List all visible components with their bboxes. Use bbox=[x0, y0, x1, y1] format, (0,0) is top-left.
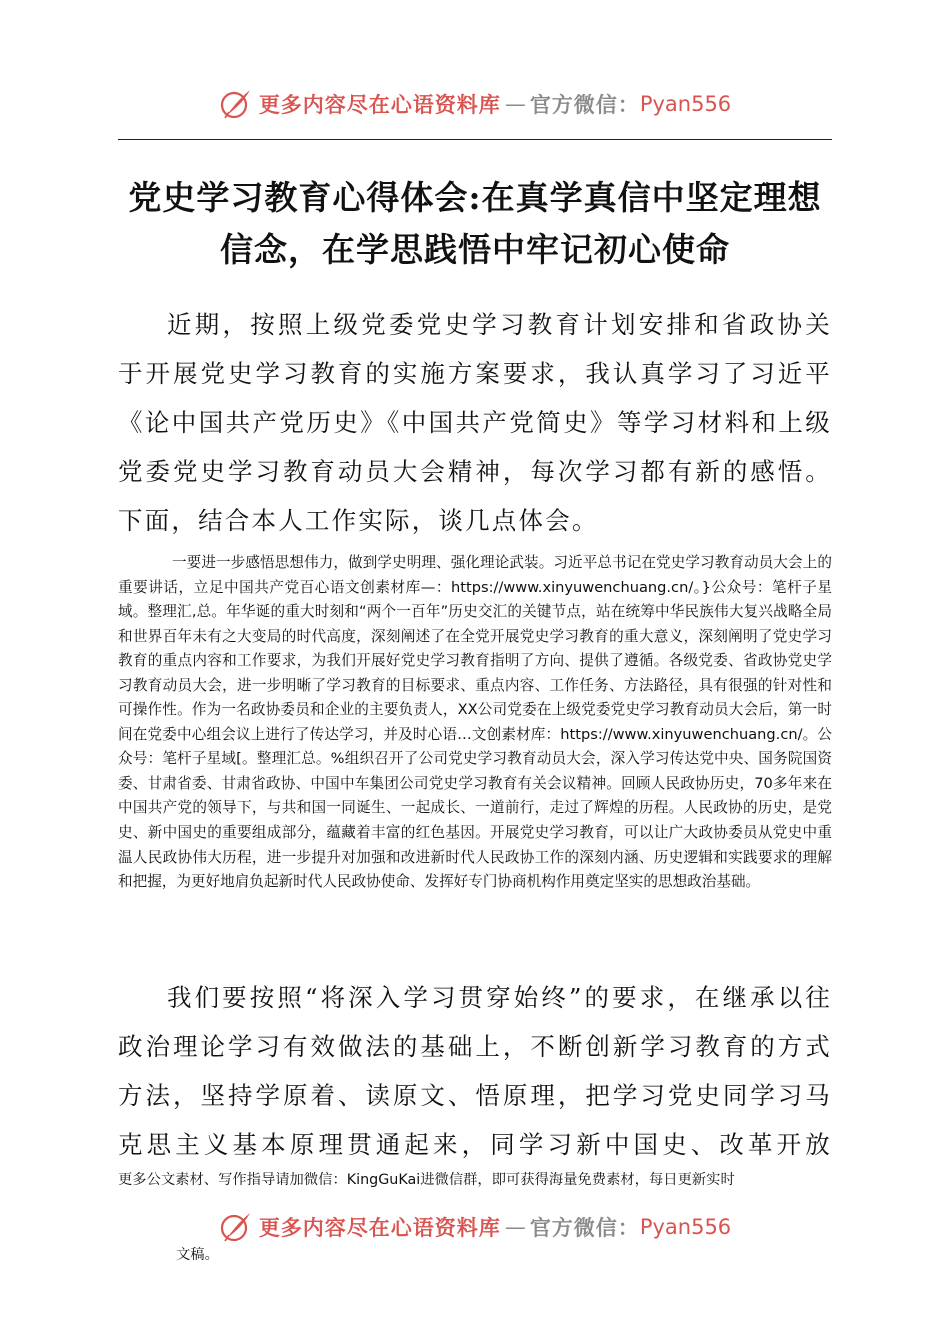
banner-wechat-handle: Pyan556 bbox=[639, 1215, 732, 1239]
banner-wechat-label: 官方微信： bbox=[529, 1216, 640, 1240]
banner-separator: — bbox=[504, 1215, 526, 1239]
header-divider bbox=[118, 139, 832, 140]
banner-slogan: 更多内容尽在心语资料库 bbox=[258, 93, 501, 117]
section-one-paragraph: 一要进一步感悟思想伟力，做到学史明理、强化理论武装。习近平总书记在党史学习教育动员大会上的重要讲话，立足中国共产党百心语文创素材库—：https://www.xinyuwenchuang.cn/。}公众号：笔杆子星域。整理汇,总。年华诞的重大时刻和“两个一百年”历史交汇的关键节点，站在统筹中华民族伟大复兴战略全局和世界百年未有之大变局的时代高度，深刻阐述了在全党开展党史学习教育的重大意义，深刻阐明了党史学习教育的重点内容和工作要求，为我们开展好党史学习教育指明了方向、提供了遵循。各级党委、省政协党史学习教育动员大会，进一步明晰了学习教育的目标要求、重点内容、工作任务、方法路径，具有很强的针对性和可操作性。作为一名政协委员和企业的主要负责人，XX公司党委在上级党委党史学习教育动员大会后，第一时间在党委中心组会议上进行了传达学习，并及时心语…文创素材库：https://www.xinyuwenchuang.cn/。公众号：笔杆子星域[。整理汇总。%组织召开了公司党史学习教育动员大会，深入学习传达党中央、国务院国资委、甘肃省委、甘肃省政协、中国中车集团公司党史学习教育有关会议精神。回顾人民政协历史，70多年来在中国共产党的领导下，与共和国一同诞生、一起成长、一道前行，走过了辉煌的历程。人民政协的历史，是党史、新中国史的重要组成部分，蕴藏着丰富的红色基因。开展党史学习教育，可以让广大政协委员从党史中重温人民政协伟大历程，进一步提升对加强和改进新时代人民政协工作的深刻内涵、历史逻辑和实践要求的理解和把握，为更好地肩负起新时代人民政协使命、发挥好专门协商机构作用奠定坚实的思想政治基础。 bbox=[118, 554, 832, 891]
page-title: 党史学习教育心得体会:在真学真信中坚定理想信念，在学思践悟中牢记初心使命 bbox=[128, 178, 822, 269]
banner-wechat-handle: Pyan556 bbox=[639, 92, 732, 116]
quill-logo-icon bbox=[219, 87, 253, 121]
banner-slogan: 更多内容尽在心语资料库 bbox=[258, 1216, 501, 1240]
footer-note-tail: 文稿。 bbox=[176, 1247, 219, 1263]
quill-logo-icon bbox=[219, 1210, 253, 1244]
header-banner bbox=[0, 84, 950, 124]
banner-wechat-label: 官方微信： bbox=[529, 93, 640, 117]
banner-separator: — bbox=[504, 92, 526, 116]
footer-banner bbox=[0, 1207, 950, 1247]
footer-note: 更多公文素材、写作指导请加微信：KingGuKai进微信群，即可获得海量免费素材，每日更新实时 bbox=[118, 1172, 735, 1188]
section-two-paragraph: 我们要按照“将深入学习贯穿始终”的要求，在继承以往政治理论学习有效做法的基础上，不断创新学习教育的方式方法，坚持学原着、读原文、悟原理，把学习党史同学习马克思主义基本原理贯通起来，同学习新中国史、改革开放 bbox=[118, 983, 832, 1159]
intro-paragraph: 近期，按照上级党委党史学习教育计划安排和省政协关于开展党史学习教育的实施方案要求，我认真学习了习近平《论中国共产党历史》《中国共产党简史》等学习材料和上级党委党史学习教育动员大会精神，每次学习都有新的感悟。下面，结合本人工作实际，谈几点体会。 bbox=[118, 310, 832, 535]
